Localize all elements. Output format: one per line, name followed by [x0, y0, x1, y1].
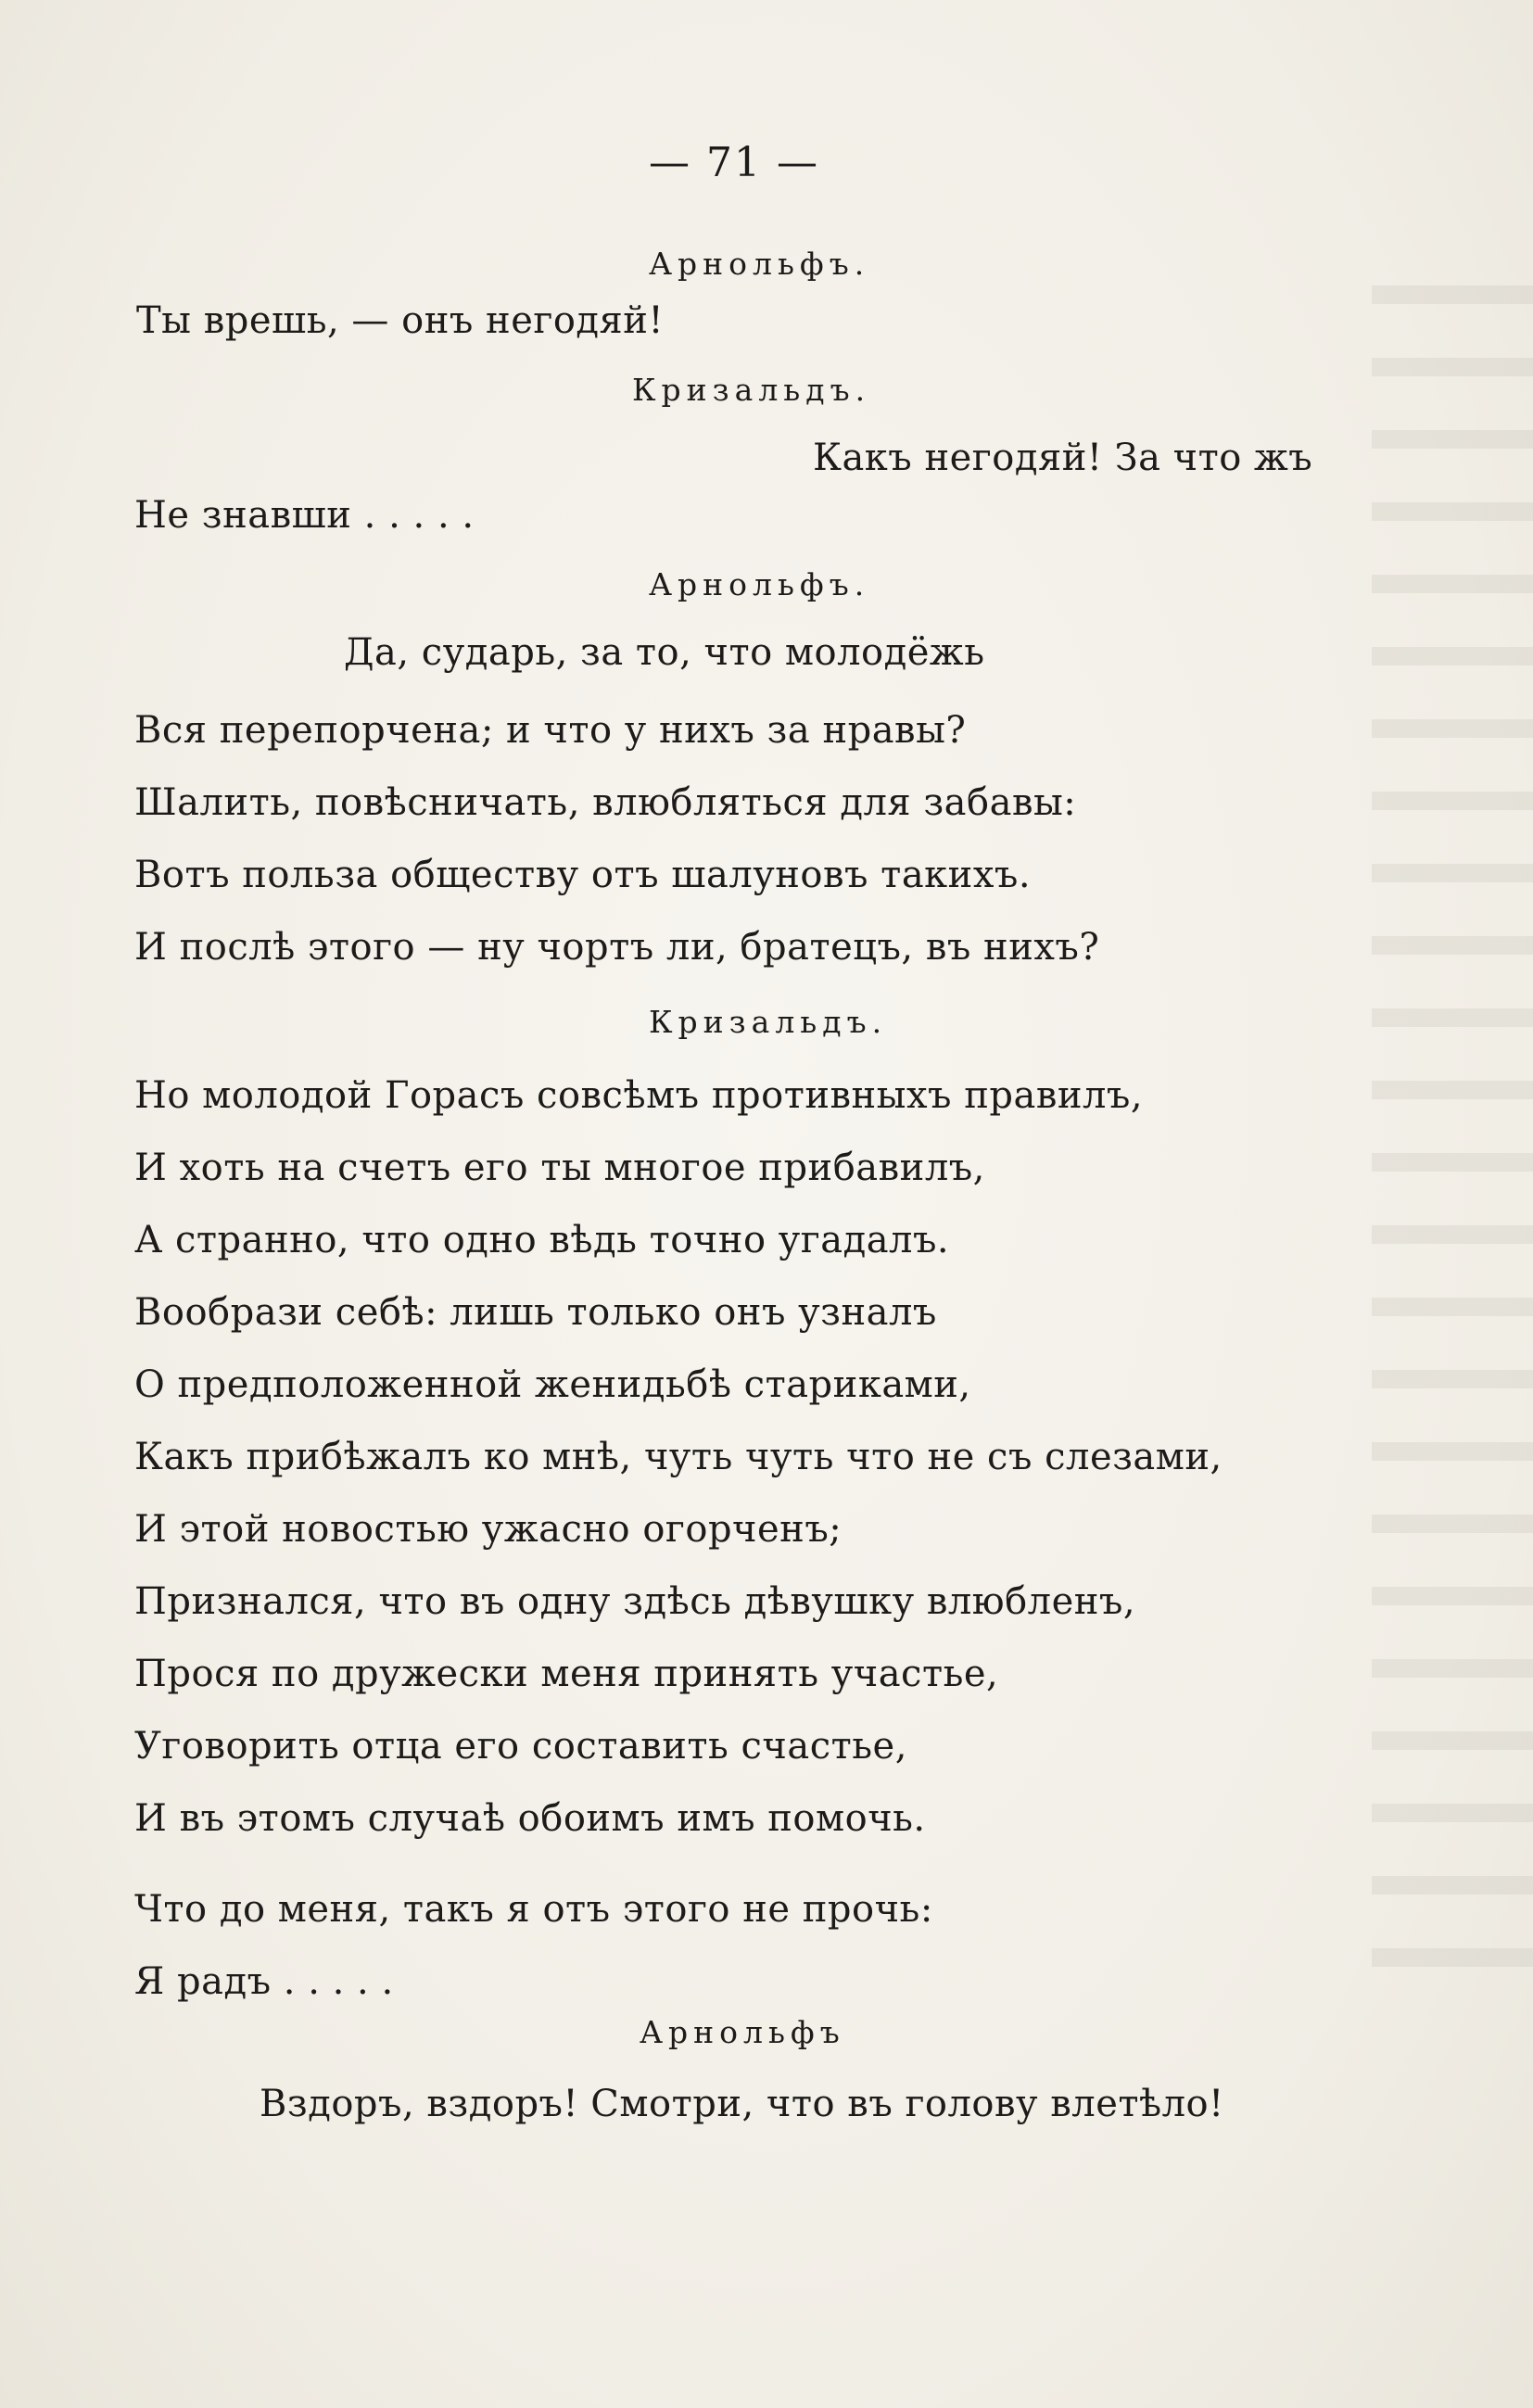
verse-line: Какъ негодяй! За что жъ: [813, 437, 1313, 479]
verse-line: И въ этомъ случаѣ обоимъ имъ помочь.: [134, 1797, 926, 1840]
verse-line: Уговорить отца его составить счастье,: [134, 1725, 907, 1768]
verse-line: Прося по дружески меня принять участье,: [134, 1653, 999, 1695]
verse-line: А странно, что одно вѣдь точно угадалъ.: [134, 1219, 950, 1261]
verse-line: Вообрази себѣ: лишь только онъ узналъ: [134, 1291, 937, 1334]
verse-line: Признался, что въ одну здѣсь дѣвушку влюбленъ,: [134, 1580, 1136, 1623]
verse-line: И этой новостью ужасно огорченъ;: [134, 1508, 843, 1551]
verse-line: Какъ прибѣжалъ ко мнѣ, чуть чуть что не съ слезами,: [134, 1436, 1223, 1478]
speaker-name: Кризальдъ.: [632, 372, 871, 408]
page-number: — 71 —: [649, 139, 819, 186]
verse-line: Вся перепорчена; и что у нихъ за нравы?: [134, 709, 967, 752]
verse-line: Ты врешь, — онъ негодяй!: [136, 299, 665, 342]
verse-line: Да, сударь, за то, что молодёжь: [344, 631, 985, 674]
verse-line: Но молодой Горасъ совсѣмъ противныхъ правилъ,: [134, 1074, 1144, 1117]
speaker-name: Арнольфъ.: [649, 246, 870, 282]
verse-line: И послѣ этого — ну чортъ ли, братецъ, въ нихъ?: [134, 926, 1100, 969]
bleed-through-shadow: [1372, 232, 1533, 1993]
verse-line: И хоть на счетъ его ты многое прибавилъ,: [134, 1147, 985, 1189]
verse-line: Шалить, повѣсничать, влюбляться для забавы:: [134, 781, 1077, 824]
speaker-name: Кризальдъ.: [649, 1004, 888, 1040]
speaker-name: Арнольфъ: [640, 2014, 845, 2050]
verse-line: Что до меня, такъ я отъ этого не прочь:: [134, 1888, 933, 1931]
verse-line: Я радъ . . . . .: [134, 1960, 394, 2003]
verse-line: Вздоръ, вздоръ! Смотри, что въ голову влетѣло!: [260, 2083, 1224, 2125]
verse-line: Вотъ польза обществу отъ шалуновъ такихъ.: [134, 854, 1032, 896]
speaker-name: Арнольфъ.: [649, 566, 870, 602]
verse-line: Не знавши . . . . .: [134, 494, 475, 537]
verse-line: О предположенной женидьбѣ стариками,: [134, 1363, 971, 1406]
